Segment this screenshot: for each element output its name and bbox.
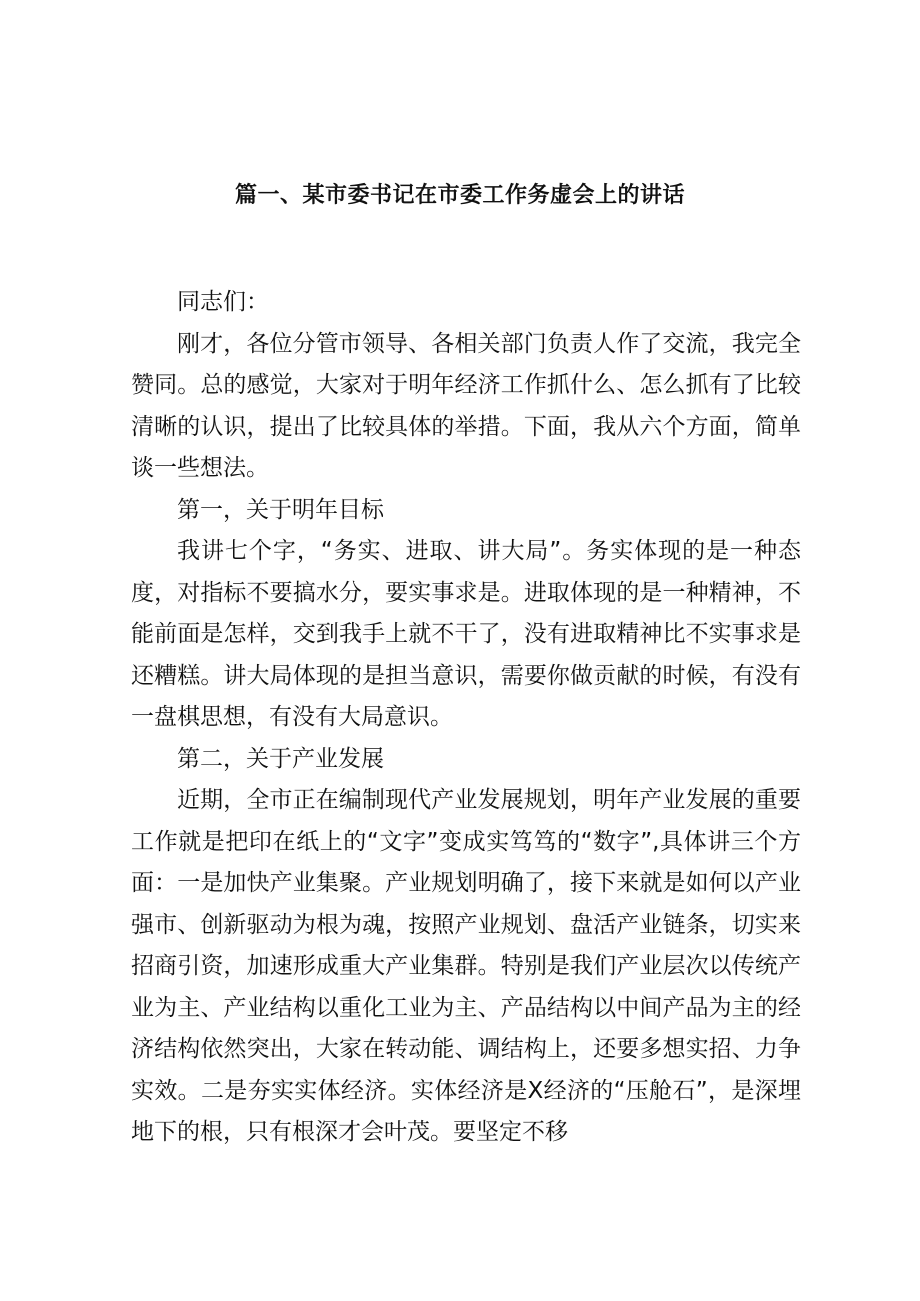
section-heading-industry: 第二，关于产业发展 [177, 745, 384, 772]
document-body [131, 282, 801, 1154]
document-title: 篇一、某市委书记在市委工作务虚会上的讲话 [234, 183, 685, 208]
intro-paragraph: 刚才，各位分管市领导、各相关部门负责人作了交流，我完全赞同。总的感觉，大家对于明年经济工作抓什么、怎么抓有了比较清晰的认识，提出了比较具体的举措。下面，我从六个方面，简单谈一些想法。 [131, 330, 801, 481]
section-heading-goals: 第一，关于明年目标 [177, 496, 384, 523]
salutation-paragraph: 同志们： [177, 289, 269, 315]
goals-paragraph: 我讲七个字，“务实、进取、讲大局”。务实体现的是一种态度，对指标不要搞水分，要实事求是。进取体现的是一种精神，不能前面是怎样，交到我手上就不干了，没有进取精神比不实事求是还糟糕。讲大局体现的是担当意识，需要你做贡献的时候，有没有一盘棋思想，有没有大局意识。 [131, 538, 801, 730]
industry-paragraph: 近期，全市正在编制现代产业发展规划，明年产业发展的重要工作就是把印在纸上的“文字”变成实笃笃的“数字”,具体讲三个方面：一是加快产业集聚。产业规划明确了，接下来就是如何以产业强市、创新驱动为根为魂，按照产业规划、盘活产业链条，切实来招商引资，加速形成重大产业集群。特别是我们产业层次以传统产业为主、产业结构以重化工业为主、产品结构以中间产品为主的经济结构依然突出，大家在转动能、调结构上，还要多想实招、力争实效。二是夯实实体经济。实体经济是X经济的“压舱石”，是深埋地下的根，只有根深才会叶茂。要坚定不移 [131, 787, 801, 1145]
